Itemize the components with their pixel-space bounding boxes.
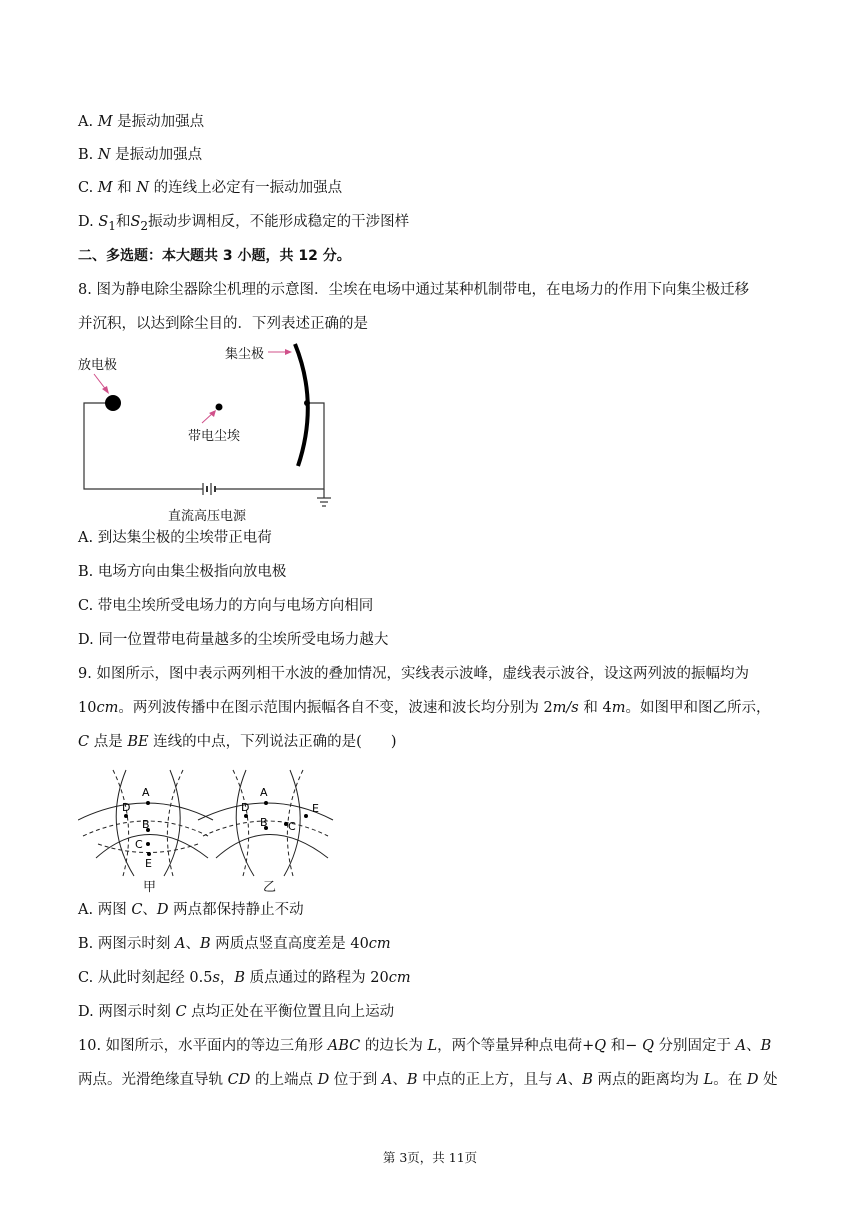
q7-option-d-s2-sub: 2 [140, 218, 149, 233]
q9-option-b-text: 两质点竖直高度差是 [210, 936, 351, 952]
q7-option-a-text: 是振动加强点 [112, 114, 205, 130]
arrow-icon [268, 349, 292, 355]
q9-option-b [78, 934, 391, 954]
q7-option-b-prefix: B. [78, 147, 98, 163]
q9-figure [78, 766, 338, 886]
q9-right-label-a: A [260, 786, 268, 799]
q10-text-2: 的边长为 [360, 1038, 428, 1054]
q10-length2: L [703, 1072, 714, 1088]
q8-label-collector: 集尘极 [225, 347, 265, 362]
q10-charge2: Q [642, 1038, 654, 1054]
q10-text-5: 分别固定于 [653, 1038, 736, 1054]
q9-option-c-unit2: cm [388, 970, 411, 986]
q10-sep: 、 [746, 1038, 761, 1054]
q9-left-label-c: C [135, 838, 143, 851]
q7-option-a [78, 112, 204, 132]
q7-option-a-var: M [97, 114, 113, 130]
q7-option-d [78, 212, 409, 236]
q9-option-d-prefix: D. 两图示时刻 [78, 1004, 176, 1020]
q9-option-a-prefix: A. 两图 [78, 902, 132, 918]
q8-label-source: 直流高压电源 [168, 509, 247, 524]
q10-point-a: A [735, 1038, 747, 1054]
q10-sep3: 、 [567, 1072, 583, 1088]
q10-point-b2: B [406, 1072, 418, 1088]
q9-wavelength-value: 4 [602, 700, 612, 716]
q9-option-d-text: 点均正处在平衡位置且向上运动 [186, 1004, 395, 1020]
q9-left-label-e: E [145, 857, 152, 870]
q8-circuit-wire [84, 403, 199, 489]
q7-option-d-s1-sub: 1 [108, 218, 116, 233]
q8-option-c: C. 带电尘埃所受电场力的方向与电场方向相同 [78, 598, 374, 614]
q9-option-c-mid: ， [219, 970, 235, 986]
q10-stem-line2 [78, 1070, 778, 1090]
q10-point-a3: A [557, 1072, 568, 1088]
battery-icon [199, 483, 219, 495]
q7-option-b-text: 是振动加强点 [110, 147, 203, 163]
q9-option-b-unit: cm [368, 936, 391, 952]
section-heading: 二、多选题：本大题共 3 小题，共 12 分。 [78, 248, 351, 264]
q10-text-11: 。在 [713, 1072, 747, 1088]
q10-point-d: D [317, 1072, 330, 1088]
q9-option-a-text: 两点都保持静止不动 [168, 902, 304, 918]
q10-text-12: 处 [758, 1072, 778, 1088]
q9-option-b-num: 40 [350, 936, 369, 952]
q9-left-label-d: D [122, 801, 131, 814]
arrow-icon [94, 374, 109, 394]
q10-text-3: ，两个等量异种点电荷 [437, 1038, 583, 1054]
q8-option-b: B. 电场方向由集尘极指向放电极 [78, 564, 287, 580]
q9-stem-text3: 点是 [89, 734, 128, 750]
q9-stem-text4: 连线的中点，下列说法正确的是( ) [148, 734, 397, 750]
q7-option-c-var1: M [97, 180, 113, 196]
q9-option-b-prefix: B. 两图示时刻 [78, 936, 175, 952]
q9-caption-right: 乙 [263, 880, 277, 895]
q10-triangle: ABC [327, 1038, 361, 1054]
q9-stem-and: 和 [578, 700, 603, 716]
q10-point-a2: A [381, 1072, 393, 1088]
q7-option-a-prefix: A. [78, 114, 98, 130]
q9-option-b-mid: 、 [185, 936, 200, 952]
page-footer: 第 3页，共 11页 [382, 1150, 478, 1165]
q9-stem-text: 。两列波传播中在图示范围内振幅各自不变，波速和波长均分别为 [118, 700, 544, 716]
q9-option-c [78, 968, 411, 988]
q8-stem-line1: 8. 图为静电除尘器除尘机理的示意图．尘埃在电场中通过某种机制带电，在电场力的作用下向集尘极迁移 [78, 282, 749, 298]
q9-option-b-v1: A [174, 936, 186, 952]
q9-option-a-mid: 、 [142, 902, 157, 918]
q9-right-label-e: E [312, 802, 319, 815]
q9-caption-left: 甲 [143, 880, 157, 895]
q8-option-a: A. 到达集尘极的尘埃带正电荷 [78, 530, 272, 546]
q9-option-d [78, 1002, 394, 1022]
collector-contact [304, 400, 310, 406]
q9-option-c-unit: s [212, 970, 220, 986]
q7-option-d-s1: S [98, 214, 109, 230]
q9-stem-line3 [78, 732, 397, 752]
q10-plus: + [582, 1038, 595, 1054]
q9-option-c-v1: B [234, 970, 246, 986]
ground-icon [317, 489, 331, 506]
q10-length: L [427, 1038, 438, 1054]
q9-option-c-num: 0.5 [189, 970, 213, 986]
discharge-electrode [105, 395, 121, 411]
q7-option-d-text: 振动步调相反，不能形成稳定的干涉图样 [148, 214, 410, 230]
q9-speed-value: 2 [543, 700, 553, 716]
q9-option-a-v1: C [131, 902, 143, 918]
q9-amplitude-value: 10 [78, 700, 97, 716]
q7-option-d-s2: S [130, 214, 141, 230]
q7-option-c-var2: N [136, 180, 150, 196]
q9-left-label-a: A [142, 786, 150, 799]
q8-label-dust: 带电尘埃 [188, 429, 241, 444]
q7-option-b [78, 145, 202, 165]
q9-stem-text2: 。如图甲和图乙所示， [625, 700, 771, 716]
q7-option-c-prefix: C. [78, 180, 98, 196]
q9-right-label-b: B [260, 816, 268, 829]
q9-option-a-v2: D [156, 902, 169, 918]
q9-option-d-v1: C [175, 1004, 187, 1020]
q9-amplitude-unit: cm [96, 700, 119, 716]
q10-sep2: 、 [392, 1072, 407, 1088]
q10-text-6: 两点。光滑绝缘直导轨 [78, 1072, 228, 1088]
q9-right-label-c: C [288, 820, 296, 833]
q7-option-c-text: 的连线上必定有一振动加强点 [149, 180, 343, 196]
q9-speed-unit: m/s [552, 700, 579, 716]
q10-text-10: 两点的距离均为 [592, 1072, 704, 1088]
q8-label-discharge: 放电极 [78, 358, 118, 373]
q9-option-c-prefix: C. 从此时刻起经 [78, 970, 190, 986]
q7-option-d-prefix: D. [78, 214, 99, 230]
q9-wavelength-unit: m [611, 700, 626, 716]
q7-option-d-and: 和 [115, 214, 131, 230]
q9-option-b-v2: B [199, 936, 211, 952]
q10-text-8: 位于到 [329, 1072, 382, 1088]
q10-text-4: 和 [606, 1038, 626, 1054]
arrow-icon [202, 410, 216, 423]
q9-option-c-num2: 20 [370, 970, 389, 986]
q10-minus: − [625, 1038, 643, 1054]
q9-segment-be: BE [127, 734, 149, 750]
q10-point-d2: D [746, 1072, 759, 1088]
q9-point-c: C [78, 734, 90, 750]
q8-option-d: D. 同一位置带电荷量越多的尘埃所受电场力越大 [78, 632, 389, 648]
dust-particle [216, 404, 223, 411]
q7-option-c-mid: 和 [112, 180, 137, 196]
q9-option-a [78, 900, 304, 920]
q7-option-c [78, 178, 342, 198]
q10-text-9: 中点的正上方，且与 [417, 1072, 558, 1088]
q8-stem-line2: 并沉积，以达到除尘目的．下列表述正确的是 [78, 316, 368, 332]
q10-point-b3: B [582, 1072, 593, 1088]
q10-text-1: 10. 如图所示，水平面内的等边三角形 [78, 1038, 328, 1054]
q7-option-b-var: N [97, 147, 111, 163]
q9-left-label-b: B [142, 818, 150, 831]
q10-stem-line1 [78, 1036, 771, 1056]
q10-rail: CD [227, 1072, 251, 1088]
q9-right-label-d: D [241, 801, 250, 814]
q9-stem-line2 [78, 698, 770, 718]
q9-option-c-text: 质点通过的路程为 [245, 970, 371, 986]
wave-points-right [244, 801, 308, 830]
q10-point-b: B [760, 1038, 772, 1054]
q10-charge1: Q [594, 1038, 607, 1054]
q9-stem-line1: 9. 如图所示，图中表示两列相干水波的叠加情况，实线表示波峰，虚线表示波谷，设这两列波的振幅均为 [78, 666, 749, 682]
q10-text-7: 的上端点 [250, 1072, 318, 1088]
